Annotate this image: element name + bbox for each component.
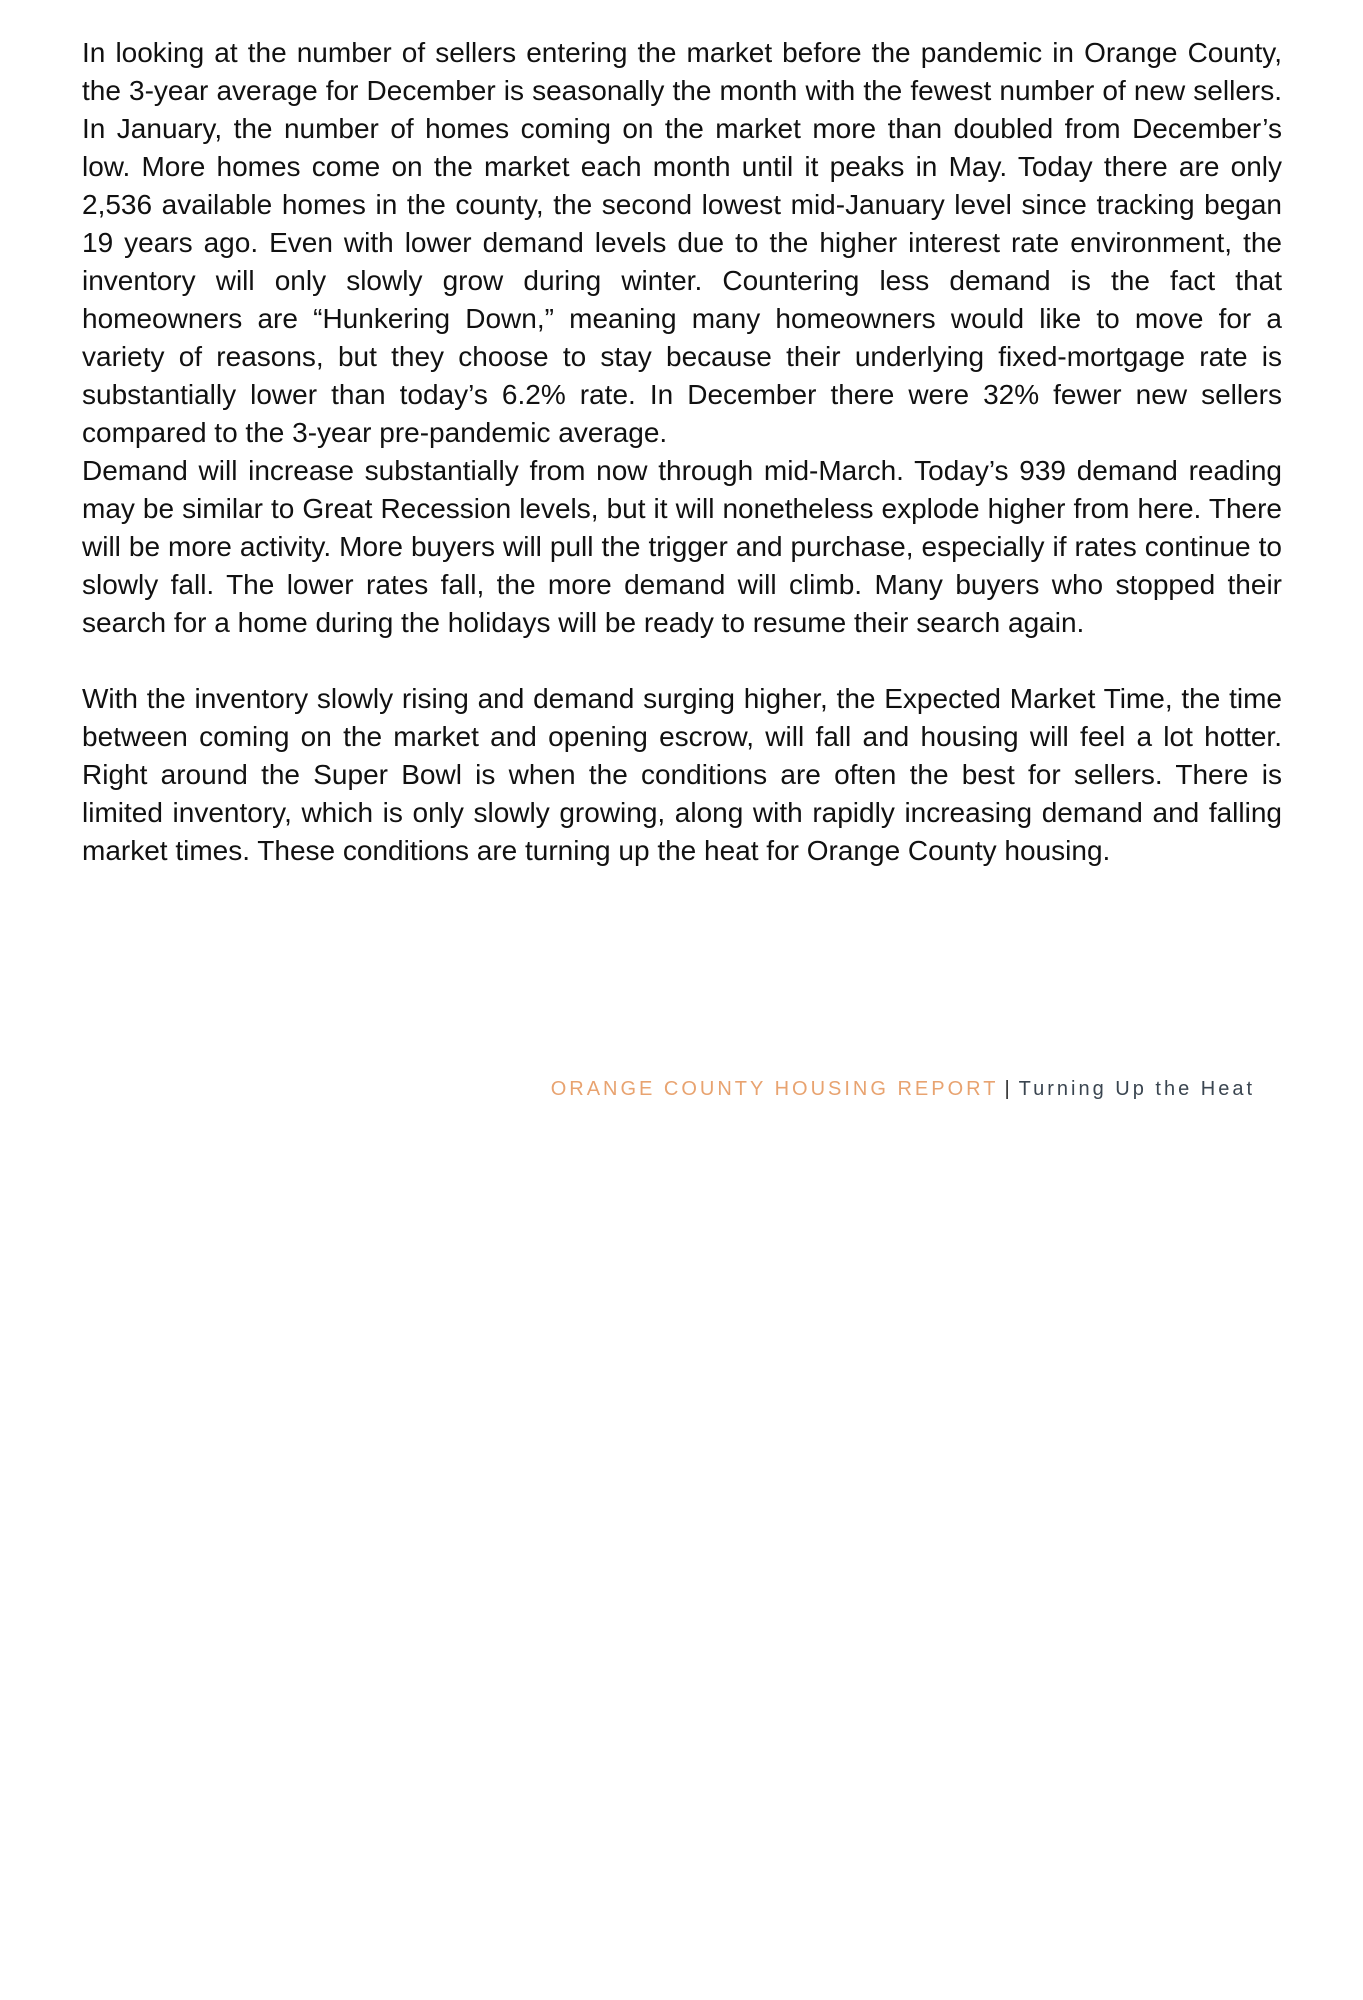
report-body bbox=[82, 34, 1282, 870]
footer-report-name: ORANGE COUNTY HOUSING REPORT bbox=[550, 1078, 999, 1100]
paragraph-demand: Demand will increase substantially from now through mid-March. Today’s 939 demand reading may be similar to Great Recession levels, but it will nonetheless explode higher from here. There will be more activity. More buyers will pull the trigger and purchase, especially if rates continue to slowly fall. The lower rates fall, the more demand will climb. Many buyers who stopped their search for a home during the holidays will be ready to resume their search again. bbox=[82, 455, 1282, 638]
paragraph-market-time: With the inventory slowly rising and demand surging higher, the Expected Market Time, the time between coming on the market and opening escrow, will fall and housing will feel a lot hotter. Right around the Super Bowl is when the conditions are often the best for sellers. There is limited inventory, which is only slowly growing, along with rapidly increasing demand and falling market times. These conditions are turning up the heat for Orange County housing. bbox=[82, 683, 1282, 866]
page-footer bbox=[551, 1078, 1255, 1101]
footer-subtitle: Turning Up the Heat bbox=[1018, 1078, 1255, 1100]
footer-separator: | bbox=[1004, 1078, 1013, 1100]
paragraph-sellers: In looking at the number of sellers entering the market before the pandemic in Orange County, the 3-year average for December is seasonally the month with the fewest number of new sellers. In January, the number of homes coming on the market more than doubled from December’s low. More homes come on the market each month until it peaks in May. Today there are only 2,536 available homes in the county, the second lowest mid-January level since tracking began 19 years ago. Even with lower demand levels due to the higher interest rate environment, the inventory will only slowly grow during winter. Countering less demand is the fact that homeowners are “Hunkering Down,” meaning many homeowners would like to move for a variety of reasons, but they choose to stay because their underlying fixed-mortgage rate is substantially lower than today’s 6.2% rate. In December there were 32% fewer new sellers compared to the 3-year pre-pandemic average. bbox=[82, 37, 1282, 448]
